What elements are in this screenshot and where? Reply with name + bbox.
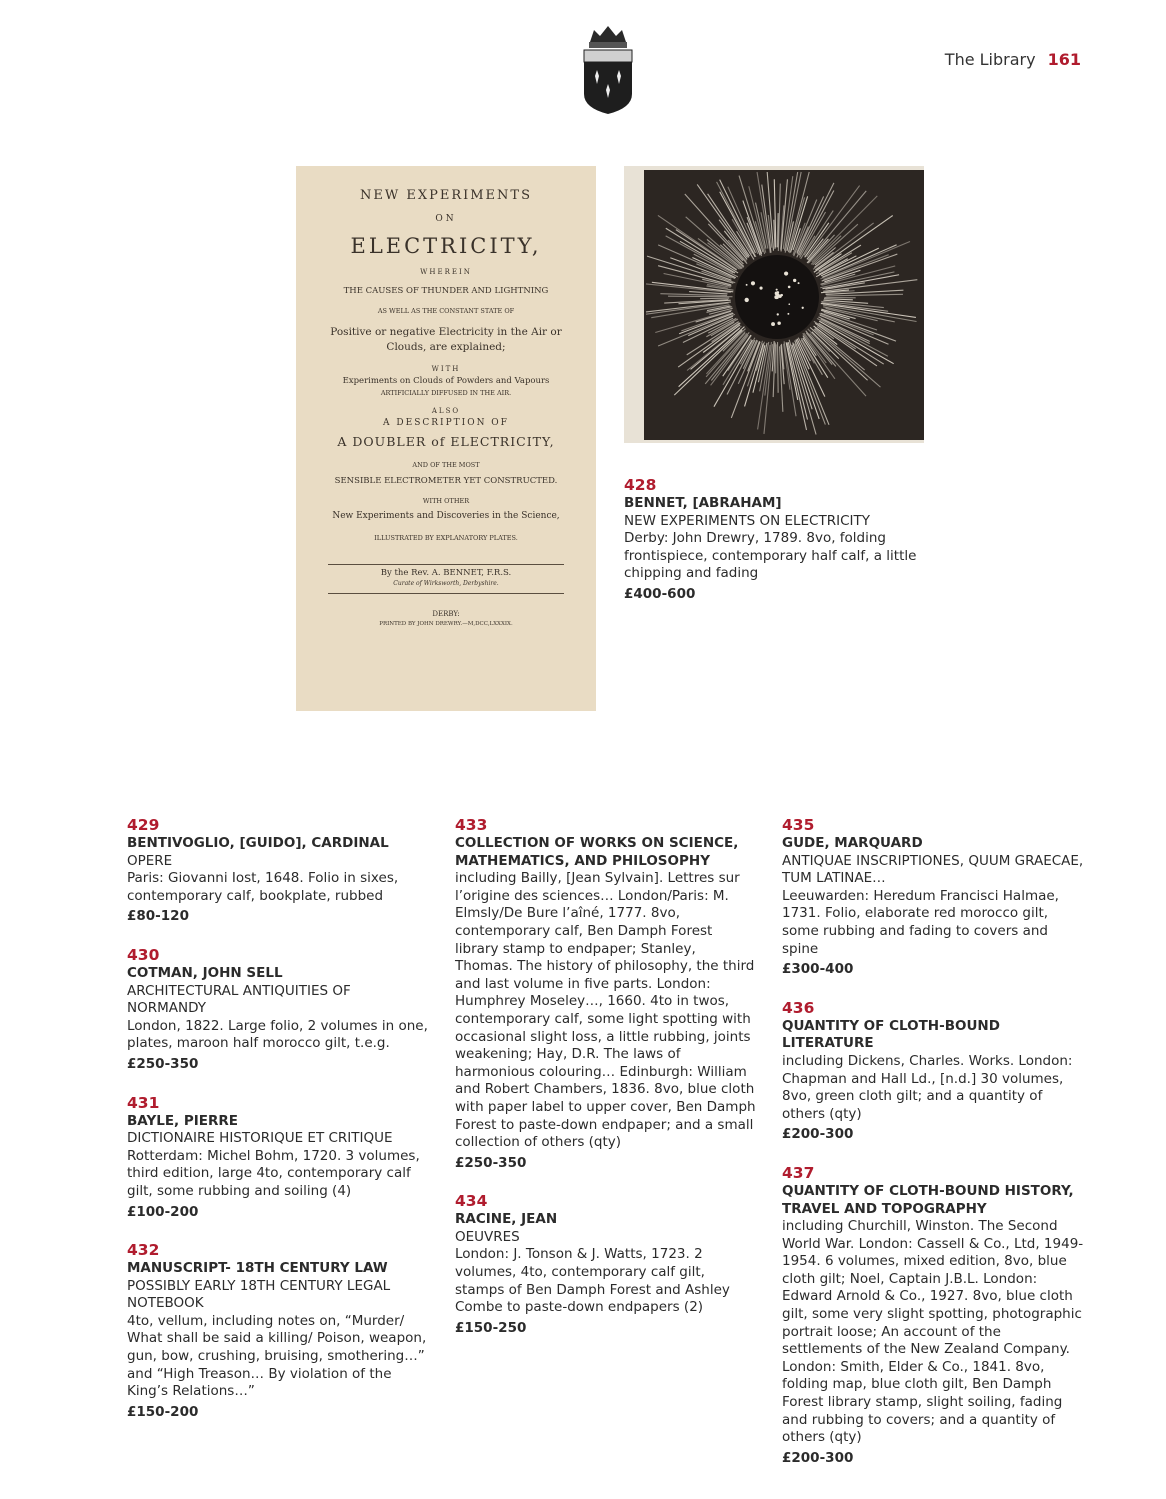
lot-author: QUANTITY OF CLOTH-BOUND LITERATURE (782, 1017, 1000, 1052)
lot-title: OEUVRES (455, 1228, 520, 1245)
lot-433 (455, 816, 757, 1172)
lot-number: 434 (455, 1192, 488, 1211)
lot-number: 429 (127, 816, 160, 834)
lot-number: 430 (127, 945, 160, 964)
tp-line: PRINTED BY JOHN DREWRY.—M,DCC,LXXXIX. (379, 621, 513, 627)
lot-description: Rotterdam: Michel Bohm, 1720. 3 volumes, third edition, large 4to, contemporary calf gilt, some rubbing and soiling (4) (127, 1147, 420, 1199)
tp-line: A DOUBLER of ELECTRICITY, (337, 434, 555, 449)
tp-line: Positive or negative Electricity in the Air or (330, 326, 562, 338)
lot-431 (127, 1094, 429, 1222)
tp-line: SENSIBLE ELECTROMETER YET CONSTRUCTED. (334, 476, 558, 486)
lot-434 (455, 1192, 757, 1337)
tp-line: NEW EXPERIMENTS (359, 188, 533, 203)
lot-number: 437 (782, 1163, 815, 1182)
section-title: The Library (944, 50, 1036, 69)
tp-line: Curate of Wirksworth, Derbyshire. (393, 580, 499, 587)
lot-author: COTMAN, JOHN SELL (127, 964, 283, 981)
lot-title: POSSIBLY EARLY 18TH CENTURY LEGAL NOTEBOOK (127, 1277, 391, 1312)
lot-title: OPERE (127, 852, 173, 869)
tp-line: AS WELL AS THE CONSTANT STATE OF (377, 307, 515, 315)
lot-description: including Bailly, [Jean Sylvain]. Lettres sur l’origine des sciences… London/Paris: M. Elmsly/De Bure l’aîné, 1777. 8vo, contemporary calf, Ben Damph Forest library stamp to endpaper; Stanley, Thomas. The history of philosophy, the third and last volume in five parts. London: Humphrey Moseley…, 1660. 4to in twos, contemporary calf, some light spotting with occasional slight loss, a little rubbing, joints weakening; Hay, D.R. The laws of harmonious colouring… Edinburgh: William and Robert Chambers, 1836. 8vo, blue cloth with paper label to upper cover, Ben Damph Forest to paste-down endpaper; and a small collection of others (qty) (455, 870, 756, 1151)
tp-line: New Experiments and Discoveries in the Science, (332, 511, 560, 521)
lot-column-3 (782, 816, 1084, 1487)
lot-estimate: £250-350 (127, 1055, 199, 1072)
lot-437 (782, 1164, 1084, 1468)
tp-line: ON (435, 214, 457, 224)
lot-description: London, 1822. Large folio, 2 volumes in one, plates, maroon half morocco gilt, t.e.g. (127, 1017, 428, 1052)
lot-428 (624, 476, 924, 604)
lot-430 (127, 946, 429, 1074)
lot-description: 4to, vellum, including notes on, “Murder/ What shall be said a killing/ Poison, weapon, gun, bow, crushing, bruising, smothering…” and “High Treason… By violation of the King’s Relations…” (127, 1312, 427, 1400)
lot-description: including Dickens, Charles. Works. London: Chapman and Hall Ld., [n.d.] 30 volumes, 8vo, green cloth gilt; and a quantity of others (qty) (782, 1052, 1073, 1122)
tp-line: ILLUSTRATED BY EXPLANATORY PLATES. (374, 534, 518, 542)
lot-title: ARCHITECTURAL ANTIQUITIES OF NORMANDY (127, 982, 351, 1017)
lot-estimate: £150-200 (127, 1403, 199, 1420)
lot-number: 431 (127, 1093, 160, 1112)
tp-line: By the Rev. A. BENNET, F.R.S. (380, 568, 512, 578)
lot-description: Leeuwarden: Heredum Francisci Halmae, 1731. Folio, elaborate red morocco gilt, some rubbing and fading to covers and spine (782, 887, 1059, 957)
lot-author: BAYLE, PIERRE (127, 1112, 239, 1129)
rule (328, 593, 564, 594)
lot-estimate: £200-300 (782, 1449, 854, 1466)
lot-estimate: £200-300 (782, 1126, 854, 1143)
tp-line: AND OF THE MOST (412, 461, 480, 469)
lot-column-2 (455, 816, 757, 1357)
lot-author: QUANTITY OF CLOTH-BOUND HISTORY, TRAVEL AND TOPOGRAPHY (782, 1182, 1074, 1217)
lot-number: 428 (624, 476, 657, 494)
lot-author: COLLECTION OF WORKS ON SCIENCE, MATHEMATICS, AND PHILOSOPHY (455, 835, 739, 869)
lot-author: GUDE, MARQUARD (782, 835, 923, 851)
lot-description: London: J. Tonson & J. Watts, 1723. 2 volumes, 4to, contemporary calf gilt, stamps of Ben Damph Forest and Ashley Combe to paste-down endpapers (2) (455, 1246, 730, 1316)
lot-number: 435 (782, 816, 815, 834)
lot-estimate: £400-600 (624, 585, 696, 602)
tp-line: THE CAUSES OF THUNDER AND LIGHTNING (343, 286, 549, 296)
lot-436 (782, 999, 1084, 1144)
lot-description: Paris: Giovanni Iost, 1648. Folio in sixes, contemporary calf, bookplate, rubbed (127, 870, 399, 904)
tp-line: Clouds, are explained; (386, 341, 506, 353)
lot-description: Derby: John Drewry, 1789. 8vo, folding frontispiece, contemporary half calf, a little chipping and fading (624, 530, 917, 582)
lot-title: DICTIONAIRE HISTORIQUE ET CRITIQUE (127, 1130, 393, 1147)
lot-estimate: £80-120 (127, 908, 189, 925)
lot-429 (127, 816, 429, 926)
tp-line: WHEREIN (420, 268, 472, 276)
lot-estimate: £250-350 (455, 1154, 527, 1171)
tp-line: ELECTRICITY, (350, 234, 542, 258)
starburst-engraving-icon (624, 166, 924, 443)
lot-number: 433 (455, 816, 488, 834)
lot-author: BENTIVOGLIO, [GUIDO], CARDINAL (127, 835, 389, 851)
lot-description: including Churchill, Winston. The Second World War. London: Cassell & Co., Ltd, 1949-1954. 6 volumes, mixed edition, 8vo, blue cloth gilt; Noel, Captain J.B.L. London: Edward Arnold & Co., 1927. 8vo, blue cloth gilt, some very slight spotting, photographic portrait loose; An account of the settlements of the New Zealand Company. London: Smith, Elder & Co., 1841. 8vo, folding map, blue cloth gilt, Ben Damph Forest library stamp, slight soiling, fading and rubbing to covers; and a quantity of others (qty) (782, 1218, 1084, 1446)
tp-line: ARTIFICIALLY DIFFUSED IN THE AIR. (380, 389, 512, 397)
lot-title: ANTIQUAE INSCRIPTIONES, QUUM GRAECAE, TUM LATINAE… (782, 852, 1084, 887)
running-head (945, 50, 1081, 69)
tp-line: WITH (431, 365, 461, 373)
rule (328, 564, 564, 565)
lot-column-1 (127, 816, 429, 1441)
frontispiece-plate (624, 166, 924, 443)
heraldic-crest-icon (580, 24, 636, 116)
lot-435 (782, 816, 1084, 979)
tp-line: ALSO (431, 407, 461, 415)
tp-line: A DESCRIPTION OF (383, 418, 509, 428)
tp-line: WITH OTHER (422, 497, 470, 505)
lot-author: MANUSCRIPT- 18TH CENTURY LAW (127, 1260, 388, 1277)
lot-number: 432 (127, 1241, 160, 1260)
lot-author: BENNET, [ABRAHAM] (624, 495, 782, 511)
tp-line: Experiments on Clouds of Powders and Vapours (342, 376, 550, 386)
title-page-plate (296, 166, 596, 711)
lot-estimate: £100-200 (127, 1203, 199, 1220)
tp-line: DERBY: (432, 610, 460, 618)
lot-432 (127, 1241, 429, 1421)
lot-author: RACINE, JEAN (455, 1211, 558, 1228)
lot-title: NEW EXPERIMENTS ON ELECTRICITY (624, 512, 870, 529)
lot-number: 436 (782, 998, 815, 1017)
lot-estimate: £150-250 (455, 1319, 527, 1336)
lot-estimate: £300-400 (782, 961, 854, 978)
page-number: 161 (1047, 50, 1081, 69)
